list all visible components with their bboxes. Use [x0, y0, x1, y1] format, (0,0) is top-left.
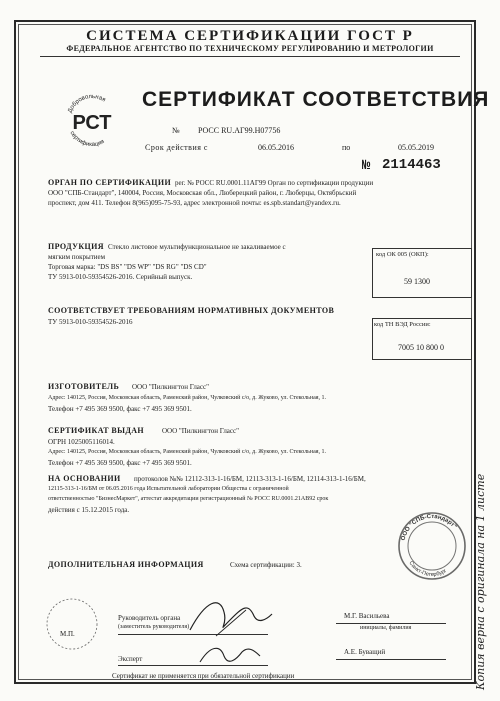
basis-line4: действия с 15.12.2015 года.: [48, 506, 130, 514]
head-name-line: [336, 623, 446, 624]
stamp-bottom-text: Санкт-Петербург: [407, 560, 448, 579]
additional-info-label: ДОПОЛНИТЕЛЬНАЯ ИНФОРМАЦИЯ: [48, 560, 204, 569]
handwritten-side-note: Копия верна с оригинала на 1 листе: [474, 473, 487, 690]
svg-text:Добровольная: [67, 94, 106, 114]
basis-line2: 12115-313-1-16/БМ от 06.05.2016 года Испытательной лаборатории Общества с ограниченной: [48, 486, 289, 492]
head-sub-label: (заместитель руководителя): [118, 624, 190, 630]
organization-stamp: [396, 510, 468, 582]
footer-note: Сертификат не применяется при обязательной сертификации: [112, 672, 295, 680]
requirements-label: СООТВЕТСТВУЕТ ТРЕБОВАНИЯМ НОРМАТИВНЫХ ДОКУМЕНТОВ: [48, 306, 335, 315]
tnved-code-header: код ТН ВЭД России:: [374, 321, 431, 328]
issued-to-label: СЕРТИФИКАТ ВЫДАН: [48, 426, 145, 435]
basis-line1: протоколов №№ 12112-313-1-16/БМ, 12113-313-1-16/БМ, 12114-313-1-16/БМ,: [134, 475, 366, 483]
additional-info-text: Схема сертификации: 3.: [230, 561, 302, 569]
mp-label: М.П.: [60, 630, 75, 638]
expert-name: А.Е. Буващий: [344, 648, 386, 656]
stamp-top-text: ООО "СПБ-Стандарт": [400, 513, 458, 542]
basis-line3: ответственностью "БизнесМаркет", аттестат аккредитации регистрационный № РОСС RU.0001.21АВ92 срок: [48, 496, 329, 502]
expert-signature: [196, 640, 266, 675]
manufacturer-name: ООО "Пилкингтон Гласс": [132, 383, 209, 391]
cert-body-line3: проспект, дом 411. Телефон 8(965)095-75-93, адрес электронной почты: es.spb.standart@yandex.ru.: [48, 199, 341, 207]
agency-name: ФЕДЕРАЛЬНОЕ АГЕНТСТВО ПО ТЕХНИЧЕСКОМУ РЕГУЛИРОВАНИЮ И МЕТРОЛОГИИ: [66, 44, 434, 53]
cert-body-line2: ООО "СПБ-Стандарт", 140004, Россия, Московская обл., Люберецкий район, г. Люберцы, Октябрьский: [48, 189, 357, 197]
certificate-title: СЕРТИФИКАТ СООТВЕТСТВИЯ: [142, 88, 490, 111]
date-to: 05.05.2019: [398, 143, 434, 152]
product-line3: Торговая марка: "DS BS" "DS WP" "DS RG" "DS CD": [48, 263, 207, 271]
head-label: Руководитель органа: [118, 614, 181, 622]
pct-logo: [62, 90, 122, 150]
logo-top-text: Добровольная: [67, 93, 107, 114]
expert-label: Эксперт: [118, 655, 143, 663]
cert-body-line1: рег. № РОСС RU.0001.11АГ99 Орган по сертификации продукции: [175, 179, 374, 187]
registration-no-label: №: [172, 126, 180, 135]
product-label: ПРОДУКЦИЯ: [48, 242, 104, 251]
manufacturer-address: Адрес: 140125, Россия, Московская область, Раменский район, Чулковский с/о, д. Жуково, ул. Стекольная, 1.: [48, 395, 327, 401]
tnved-code-value: 7005 10 800 0: [398, 343, 444, 352]
seal-area: [44, 596, 100, 652]
issued-to-ogrn: ОГРН 1025005116014.: [48, 438, 115, 446]
issued-to-name: ООО "Пилкингтон Гласс": [162, 427, 239, 435]
head-name-sub: инициалы, фамилия: [360, 625, 412, 631]
validity-label: Срок действия с: [145, 143, 208, 152]
serial-label: №: [362, 158, 371, 174]
date-from: 06.05.2016: [258, 143, 294, 152]
manufacturer-phone: Телефон +7 495 369 9500, факс +7 495 369 9501.: [48, 405, 192, 413]
header-divider: [40, 56, 460, 57]
cert-body-label: ОРГАН ПО СЕРТИФИКАЦИИ: [48, 178, 172, 187]
head-name: М.Г. Васильева: [344, 612, 390, 620]
issued-to-address: Адрес: 140125, Россия, Московская область, Раменский район, Чулковский с/о, д. Жуково, ул. Стекольная, 1.: [48, 449, 327, 455]
head-signature: [186, 590, 276, 645]
issued-to-phone: Телефон +7 495 369 9500, факс +7 495 369 9501.: [48, 459, 192, 467]
logo-letters: РСТ: [72, 112, 112, 134]
logo-bottom-text: сертификация: [68, 130, 106, 149]
expert-name-line: [336, 659, 446, 660]
requirements-line1: ТУ 5913-010-59354526-2016: [48, 318, 133, 326]
basis-label: НА ОСНОВАНИИ: [48, 474, 121, 483]
okp-code-header: код ОК 005 (ОКП):: [376, 251, 429, 258]
product-line1: Стекло листовое мультифункциональное не закаливаемое с: [108, 243, 286, 251]
manufacturer-label: ИЗГОТОВИТЕЛЬ: [48, 382, 120, 391]
product-line4: ТУ 5913-010-59354526-2016. Серийный выпуск.: [48, 273, 193, 281]
certification-system-title: СИСТЕМА СЕРТИФИКАЦИИ ГОСТ Р: [86, 28, 414, 44]
product-line2: мягким покрытием: [48, 253, 106, 261]
serial-number: 2114463: [382, 157, 441, 173]
okp-code-value: 59 1300: [404, 277, 430, 286]
date-to-label: по: [342, 143, 351, 152]
registration-number: РОСС RU.АГ99.Н07756: [198, 126, 281, 135]
